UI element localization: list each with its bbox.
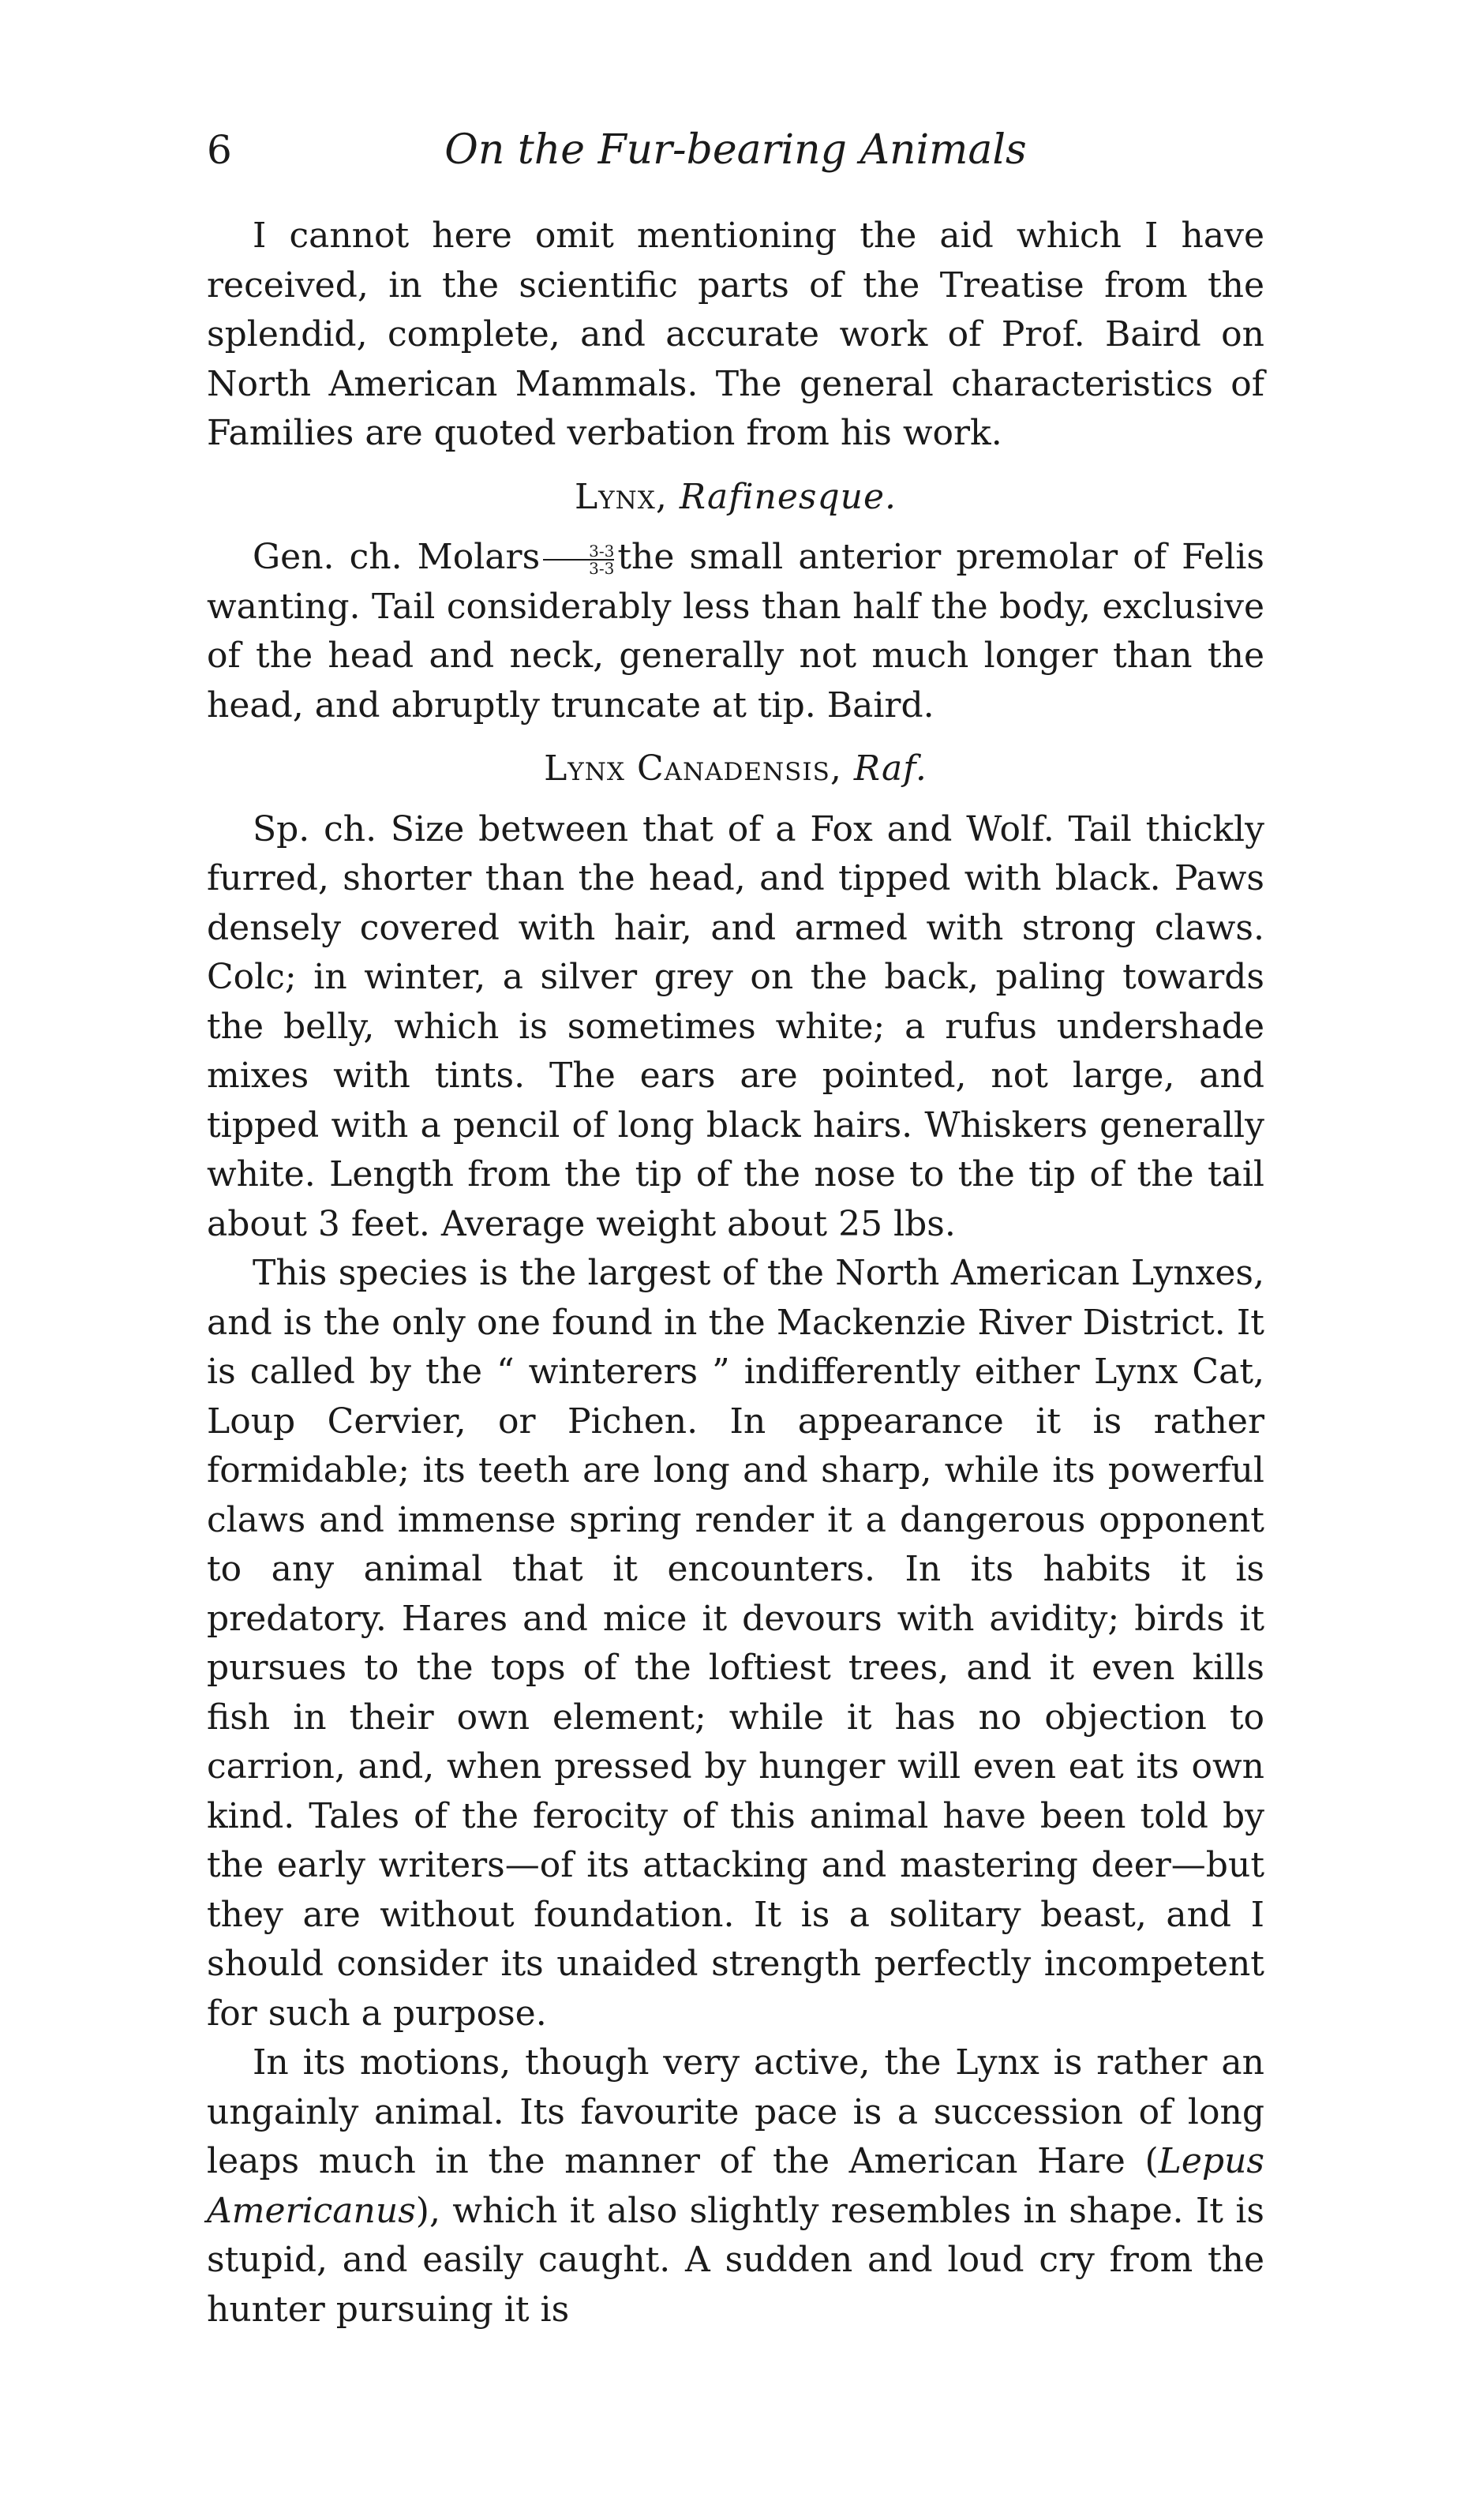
page-header [207,118,1264,182]
molar-fraction-bottom: 3-3 [543,559,614,576]
motions-paragraph [207,2038,1264,2334]
molar-fraction-top: 3-3 [589,541,615,561]
motions-latin-name: Lepus Americanus [207,2141,1264,2231]
species-author: Raf. [853,748,927,789]
species-heading [207,744,1264,794]
motions-text-b: ), which it also slightly resembles in shape. It is stupid, and easily caught. A sudden and loud cry from the hunter pursuing it is [207,2190,1264,2330]
intro-paragraph: I cannot here omit mentioning the aid which I have received, in the scientific parts of the Treatise from the splendid, complete, and accurate work of Prof. Baird on North American Mammals. The general characteristics of Families are quoted verbation from his work. [207,216,1264,453]
genus-name: Lynx, [574,476,668,517]
molar-fraction [543,543,614,576]
body-text [207,212,1264,2334]
genus-heading [207,473,1264,523]
motions-text-a: In its motions, though very active, the Lynx is rather an ungainly animal. Its favourite pace is a succession of long leaps much in the manner of the American Hare ( [207,2042,1264,2181]
habits-paragraph: This species is the largest of the North American Lynxes, and is the only one found in the Mackenzie River District. It is called by the “ winterers ” indifferently either Lynx Cat, Loup Cervier, or Pichen. In appearance it is rather formidable; its teeth are long and sharp, while its powerful claws and immense spring render it a dangerous opponent to any animal that it encounters. In its habits it is predatory. Hares and mice it devours with avidity; birds it pursues to the tops of the loftiest trees, and it even kills fish in their own element; while it has no objection to carrion, and, when pressed by hunger will even eat its own kind. Tales of the ferocity of this animal have been told by the early writers—of its attacking and mastering deer—but they are without foundation. It is a solitary beast, and I should consider its unaided strength perfectly incompetent for such a purpose. [207,1253,1264,2034]
genus-author: Rafinesque. [679,476,897,517]
species-name: Lynx Canadensis, [544,748,842,789]
running-head: On the Fur-bearing Animals [444,126,1027,174]
species-characteristics: Sp. ch. Size between that of a Fox and Wolf. Tail thickly furred, shorter than the head, and tipped with black. Paws densely covered with hair, and armed with strong claws. Colc; in winter, a silver grey on the back, paling towards the belly, which is sometimes white; a rufus undershade mixes with tints. The ears are pointed, not large, and tipped with a pencil of long black hairs. Whiskers generally white. Length from the tip of the nose to the tip of the tail about 3 feet. Average weight about 25 lbs. [207,808,1264,1244]
genus-characteristics [207,533,1264,730]
genus-char-prefix: Gen. ch. Molars [253,537,541,577]
page-number: 6 [207,127,232,173]
genus-char-rest: the small anterior premolar of Felis wanting. Tail considerably less than half the body, exclusive of the head and neck, generally not much longer than the head, and abruptly truncate at tip. Baird. [207,537,1264,726]
